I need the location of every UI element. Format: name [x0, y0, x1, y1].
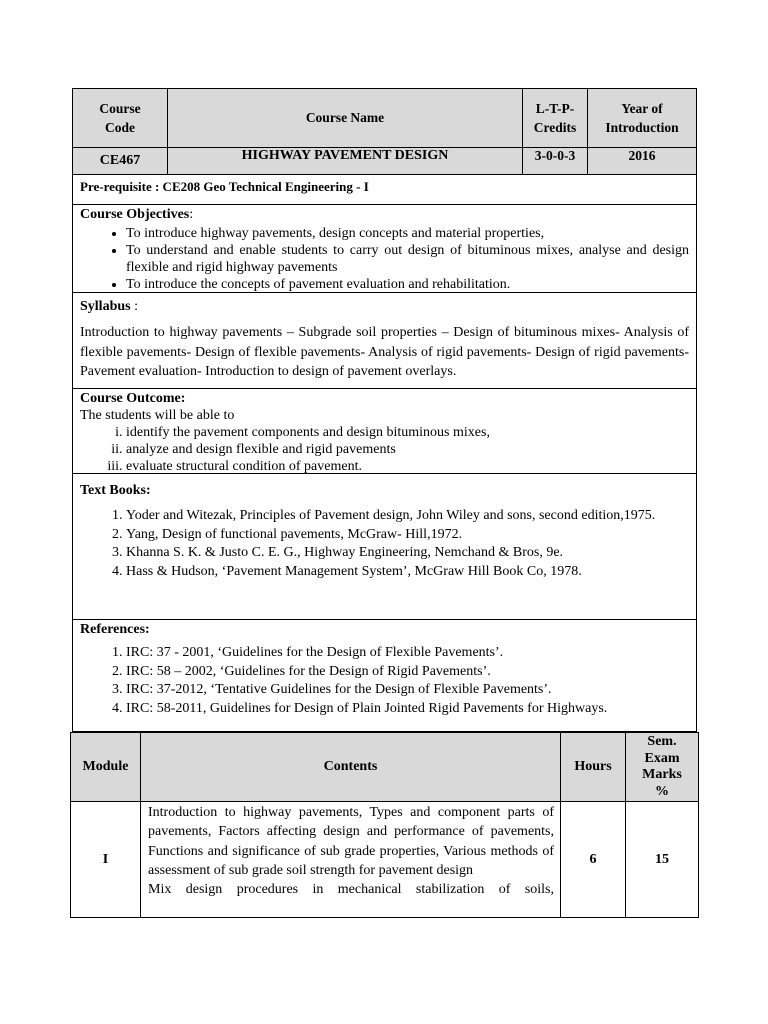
course-code-value — [72, 147, 168, 175]
ltp-label: L-T-P-Credits — [533, 101, 577, 135]
hours-cell — [560, 801, 626, 918]
outcome-section — [72, 388, 697, 474]
hours-header — [560, 732, 626, 802]
objectives-section: Course Objectives: • To introduce highway pavements, design concepts and material properties, • To understand and enable students to carry out design of bituminous mixes, analyse and design flexible and rigid highway pavements • To introduce the concepts of pavement evaluation and rehabilitation. — [72, 204, 697, 293]
syllabus-section: Syllabus : Introduction to highway pavements – Subgrade soil properties – Design of bituminous mixes- Analysis of flexible pavements- Design of flexible pavements- Analysis of rigid pavements- Design of rigid pavements-Pavement evaluation- Introduction to design of pavement overlays. — [72, 292, 697, 389]
outcome-list — [80, 424, 689, 475]
module-number: I — [102, 851, 109, 867]
outcome-intro: The students will be able to — [80, 408, 235, 423]
course-name-label: Course Name — [305, 110, 385, 125]
course-name-header — [167, 88, 523, 148]
prerequisite-text: Pre-requisite : CE208 Geo Technical Engineering - I — [80, 179, 369, 194]
year-header — [587, 88, 697, 148]
outcome-title: Course Outcome: — [80, 391, 186, 406]
reference-item: 1. IRC: 37 - 2001, ‘Guidelines for the Design of Flexible Pavements’. — [126, 644, 689, 663]
references-section — [72, 619, 697, 732]
reference-item: 3. IRC: 37-2012, ‘Tentative Guidelines for the Design of Flexible Pavements’. — [126, 681, 689, 700]
objectives-list — [80, 225, 689, 293]
module-header — [70, 732, 141, 802]
marks-header — [625, 732, 699, 802]
course-code-label: Course Code — [99, 101, 141, 135]
objective-item: • To understand and enable students to carry out design of bituminous mixes, analyse and design flexible and rigid highway pavements — [126, 242, 689, 276]
module-contents-text: Introduction to highway pavements, Types and component parts of pavements, Factors affecting design and performance of pavements, Functions and significance of sub grade properties, Various methods of assessment of sub grade soil strength for pavement design — [148, 805, 554, 878]
year-value — [587, 147, 697, 175]
marks-value: 15 — [655, 851, 669, 867]
hours-value: 6 — [589, 851, 597, 867]
textbook-item: 3. Khanna S. K. & Justo C. E. G., Highway Engineering, Nemchand & Bros, 9e. — [126, 544, 689, 563]
objectives-title: Course Objectives — [80, 207, 190, 222]
contents-header — [140, 732, 561, 802]
reference-item: 4. IRC: 58-2011, Guidelines for Design of Plain Jointed Rigid Pavements for Highways. — [126, 700, 689, 719]
year-label: Year of Introduction — [605, 101, 679, 135]
module-contents-continued: Mix design procedures in mechanical stabilization of soils, — [148, 882, 554, 898]
module-header-label: Module — [82, 759, 129, 774]
prerequisite-row — [72, 174, 697, 205]
textbooks-list — [80, 507, 689, 581]
textbooks-section — [72, 473, 697, 620]
textbook-item: 1. Yoder and Witezak, Principles of Pavement design, John Wiley and sons, second edition,1975. — [126, 507, 689, 526]
marks-header-label: Sem. Exam Marks % — [642, 734, 682, 799]
references-list — [80, 644, 689, 718]
syllabus-text: Introduction to highway pavements – Subgrade soil properties – Design of bituminous mixes- Analysis of flexible pavements- Design of flexible pavements- Analysis of rigid pavements- Design of rigid pavements-Pavement evaluation- Introduction to design of pavement overlays. — [80, 325, 689, 379]
outcome-item: iii. evaluate structural condition of pavement. — [126, 458, 689, 475]
hours-header-label: Hours — [574, 759, 612, 774]
textbooks-title: Text Books: — [80, 483, 151, 498]
year: 2016 — [628, 148, 656, 163]
objective-item: • To introduce highway pavements, design concepts and material properties, — [126, 225, 689, 242]
course-code: CE467 — [99, 153, 141, 168]
contents-cell — [140, 801, 561, 918]
outcome-item: ii. analyze and design flexible and rigid pavements — [126, 441, 689, 458]
textbook-item: 4. Hass & Hudson, ‘Pavement Management System’, McGraw Hill Book Co, 1978. — [126, 563, 689, 582]
ltp: 3-0-0-3 — [534, 148, 576, 163]
references-title: References: — [80, 622, 150, 637]
outcome-item: i. identify the pavement components and design bituminous mixes, — [126, 424, 689, 441]
course-name: HIGHWAY PAVEMENT DESIGN — [241, 148, 449, 163]
objective-item: • To introduce the concepts of pavement evaluation and rehabilitation. — [126, 276, 689, 293]
ltp-value — [522, 147, 588, 175]
course-name-value — [167, 147, 523, 175]
course-code-header — [72, 88, 168, 148]
syllabus-title: Syllabus — [80, 299, 131, 314]
marks-cell — [625, 801, 699, 918]
ltp-header — [522, 88, 588, 148]
contents-header-label: Contents — [323, 759, 378, 774]
module-cell — [70, 801, 141, 918]
reference-item: 2. IRC: 58 – 2002, ‘Guidelines for the Design of Rigid Pavements’. — [126, 663, 689, 682]
textbook-item: 2. Yang, Design of functional pavements, McGraw- Hill,1972. — [126, 526, 689, 545]
